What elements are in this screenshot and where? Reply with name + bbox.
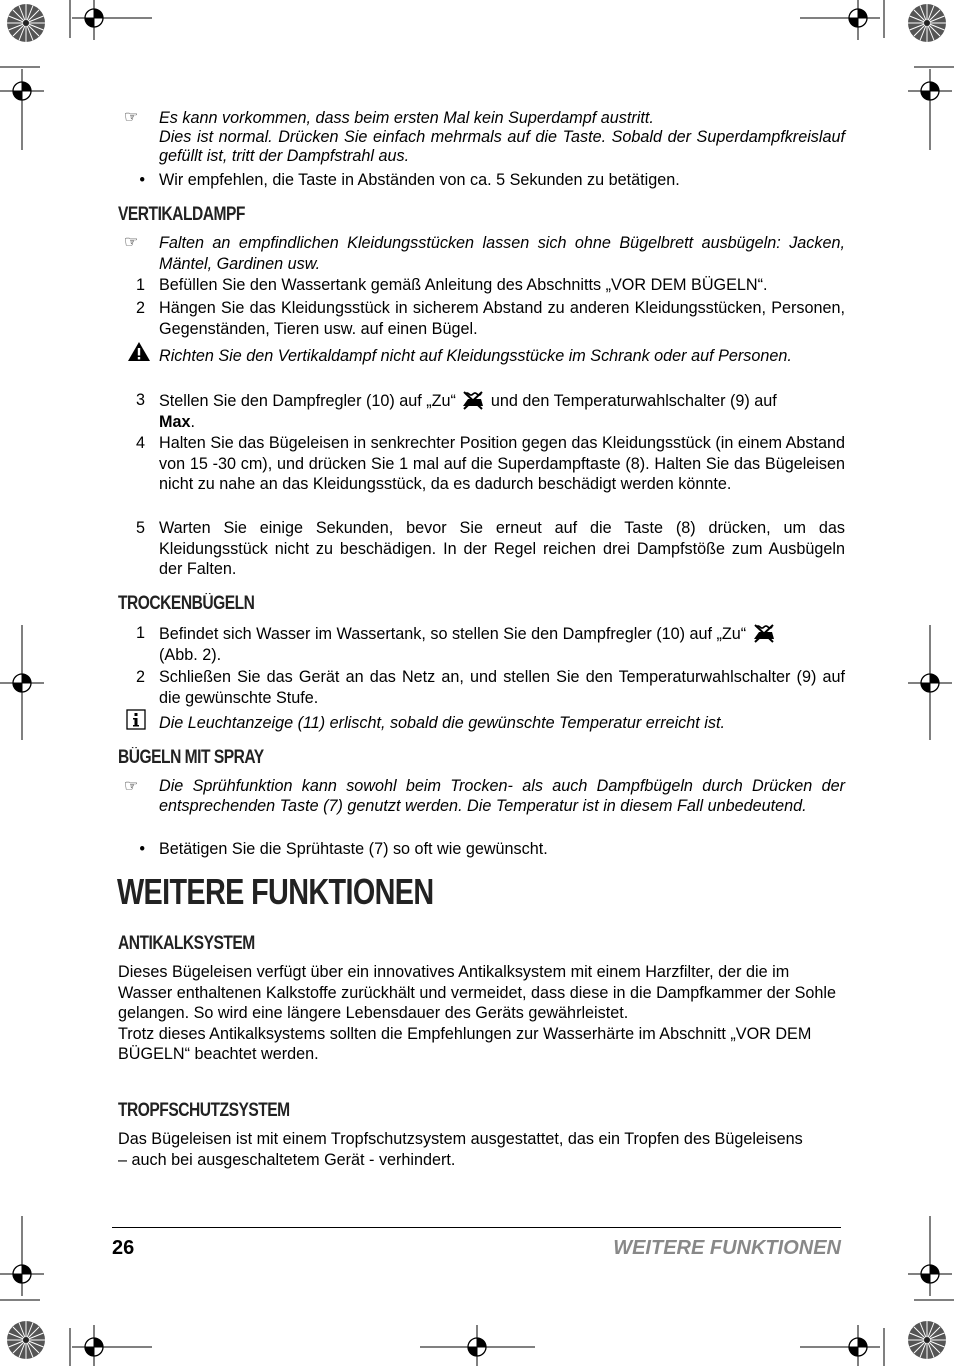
note-spray: Die Sprühfunktion kann sowohl beim Trocken- als auch Dampfbügeln durch Drücken der entsprechenden Taste (7) genutzt werden. Die Temperatur ist in diesem Fall unbedeutend. (159, 777, 845, 815)
bold-max: Max (159, 412, 191, 431)
hand-pointer-icon: ☞ (124, 778, 139, 795)
page-number: 26 (112, 1237, 135, 1259)
note-line-2: Dies ist normal. Drücken Sie einfach mehrmals auf die Taste. Sobald der Superdampfkreislauf gefüllt ist, tritt der Dampfstrahl aus. (159, 128, 845, 165)
step-number: 1 (135, 276, 145, 294)
bullet-text: Betätigen Sie die Sprühtaste (7) so oft wie gewünscht. (159, 840, 548, 858)
antikalk-paragraph (118, 962, 846, 1065)
bullet-icon: • (139, 840, 145, 858)
heading-antikalksystem: ANTIKALKSYSTEM (118, 933, 255, 954)
note-vertikaldampf: Falten an empfindlichen Kleidungsstücken lassen sich ohne Bügelbrett ausbügeln: Jacken, Mäntel, Gardinen usw. (159, 234, 845, 273)
step-text: Schließen Sie das Gerät an das Netz an, und stellen Sie den Temperaturwahlschalter (9) auf die gewünschte Stufe. (159, 668, 845, 707)
footer-rule (112, 1227, 841, 1228)
info-text: Die Leuchtanzeige (11) erlischt, sobald die gewünschte Temperatur erreicht ist. (159, 714, 725, 732)
section-title: WEITERE FUNKTIONEN (117, 871, 434, 912)
step-number: 1 (135, 624, 145, 642)
step-text: Hängen Sie das Kleidungsstück in sicherem Abstand zu anderen Kleidungsstücken, Personen, Gegenständen, Tieren usw. auf einen Bügel. (159, 299, 845, 338)
note-line-1: Es kann vorkommen, dass beim ersten Mal kein Superdampf austritt. (159, 109, 654, 127)
step-number: 2 (135, 668, 145, 686)
warning-text: Richten Sie den Vertikaldampf nicht auf Kleidungsstücke im Schrank oder auf Personen. (159, 347, 792, 365)
heading-tropfschutzsystem: TROPFSCHUTZSYSTEM (118, 1100, 290, 1121)
info-icon (126, 709, 146, 730)
hand-pointer-icon: ☞ (124, 234, 139, 251)
note-superdampf (159, 109, 845, 166)
footer-section-title: WEITERE FUNKTIONEN (613, 1237, 841, 1259)
steam-off-icon (751, 623, 777, 643)
heading-trockenbuegeln: TROCKENBÜGELN (118, 593, 255, 614)
steam-off-icon (460, 390, 486, 410)
step-text-part: (Abb. 2). (159, 645, 222, 664)
heading-vertikaldampf: VERTIKALDAMPF (118, 204, 245, 225)
tropf-paragraph: Das Bügeleisen ist mit einem Tropfschutzsystem ausgestattet, das ein Tropfen des Bügeleisens – auch bei ausgeschaltetem Gerät - verhindert. (118, 1130, 803, 1169)
step-number: 2 (135, 299, 145, 317)
hand-pointer-icon: ☞ (124, 109, 139, 126)
step-text: Warten Sie einige Sekunden, bevor Sie erneut auf die Taste (8) drücken, um das Kleidungsstück nicht zu beschädigen. In der Regel reichen drei Dampfstöße zum Ausbügeln der Falten. (159, 519, 845, 578)
step-text: Befüllen Sie den Wassertank gemäß Anleitung des Abschnitts „VOR DEM BÜGELN“. (159, 276, 768, 294)
antikalk-text-1: Dieses Bügeleisen verfügt über ein innovatives Antikalksystem mit einem Harzfilter, der die im Wasser enthaltenen Kalkstoffe zurückhält und vermeidet, dass diese in die Dampfkammer der Sohle gelangen. So wird eine längere Lebensdauer des Geräts gewährleistet. (118, 963, 837, 1022)
step-text: Halten Sie das Bügeleisen in senkrechter Position gegen das Kleidungsstück (in einem Abstand von 15 -30 cm), und drücken Sie 1 mal auf die Superdampftaste (8). Halten Sie das Bügeleisen nicht zu nahe an das Kleidungsstück, da es dadurch beschädigt werden könnte. (159, 434, 845, 493)
step-number: 5 (135, 519, 145, 537)
heading-spray: BÜGELN MIT SPRAY (118, 747, 264, 768)
warning-triangle-icon (127, 341, 151, 362)
step-number: 4 (135, 434, 145, 452)
step-text-part: und den Temperaturwahlschalter (9) auf (490, 392, 777, 410)
step-text-end: . (190, 412, 195, 431)
bullet-icon: • (139, 171, 145, 189)
bullet-text: Wir empfehlen, die Taste in Abständen von ca. 5 Sekunden zu betätigen. (159, 171, 680, 189)
step-text-part: Stellen Sie den Dampfregler (10) auf „Zu“ (159, 392, 456, 410)
antikalk-text-2: Trotz dieses Antikalksystems sollten die Empfehlungen zur Wasserhärte im Abschnitt „VOR DEM BÜGELN“ beachtet werden. (118, 1024, 812, 1063)
step-text (159, 390, 849, 432)
step-text-part: Befindet sich Wasser im Wassertank, so stellen Sie den Dampfregler (10) auf „Zu“ (159, 625, 747, 643)
step-text (159, 623, 849, 665)
step-number: 3 (135, 391, 145, 409)
